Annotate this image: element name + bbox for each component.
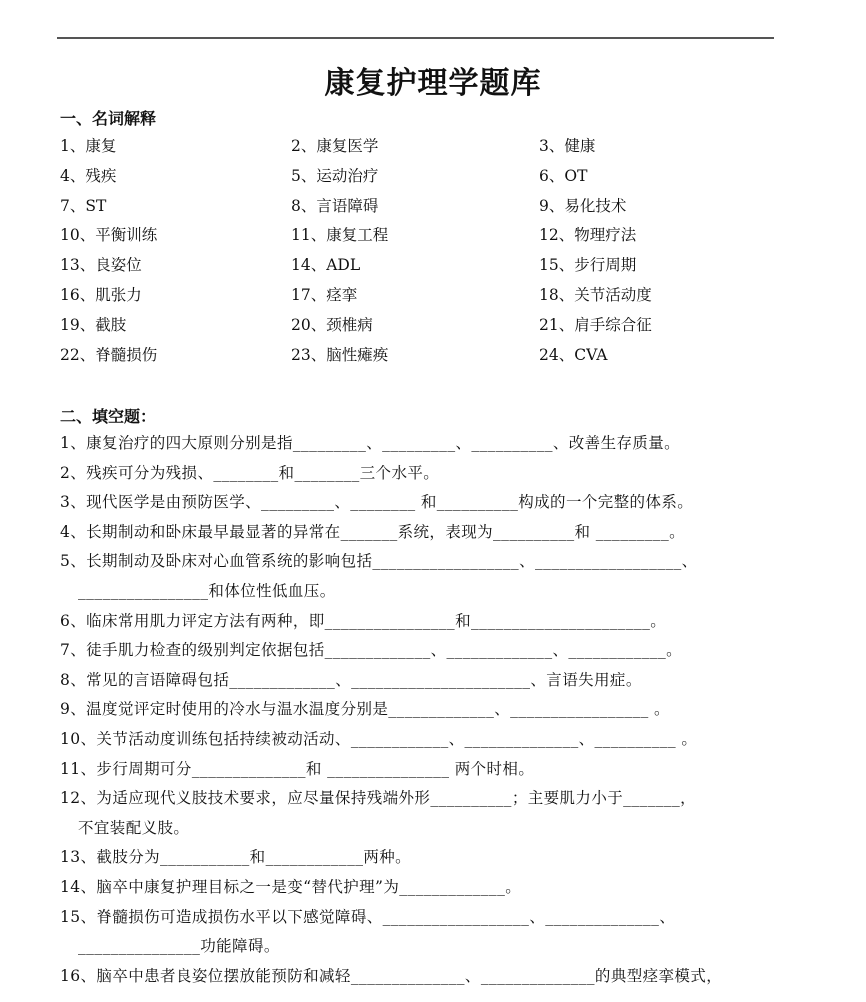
question-line: 11、步行周期可分______________和 _______________ 两个时相。 <box>60 759 535 778</box>
page-title: 康复护理学题库 <box>324 66 542 101</box>
question-line: 10、关节活动度训练包括持续被动活动、____________、______________、__________ 。 <box>60 729 698 748</box>
terms-row <box>60 195 780 225</box>
term-item: 11、康复工程 <box>291 226 389 245</box>
question-line: 7、徒手肌力检查的级别判定依据包括_____________、_____________、____________。 <box>60 641 683 660</box>
term-item: 19、截肢 <box>60 315 127 334</box>
question-line: 13、截肢分为___________和____________两种。 <box>60 848 412 867</box>
question-line: 4、长期制动和卧床最早最显著的异常在_______系统，表现为__________和 _________。 <box>60 522 685 541</box>
term-item: 9、易化技术 <box>539 196 627 215</box>
term-item: 16、肌张力 <box>60 285 142 304</box>
terms-row <box>60 165 780 195</box>
terms-row <box>60 284 780 314</box>
terms-row <box>60 135 780 165</box>
term-item: 10、平衡训练 <box>60 226 158 245</box>
term-item: 21、肩手综合征 <box>539 315 652 334</box>
term-item: 13、良姿位 <box>60 256 142 275</box>
term-item: 7、ST <box>60 196 107 215</box>
term-item: 14、ADL <box>291 256 361 275</box>
terms-row <box>60 224 780 254</box>
terms-grid <box>60 135 780 373</box>
question-line: 2、残疾可分为残损、________和________三个水平。 <box>60 463 440 482</box>
fill-in-questions <box>60 432 790 994</box>
question-line: 16、脑卒中患者良姿位摆放能预防和减轻______________、______________的典型痉挛模式， <box>60 966 723 985</box>
section-heading-fill-in: 二、填空题： <box>60 407 157 426</box>
term-item: 4、残疾 <box>60 166 117 185</box>
term-item: 5、运动治疗 <box>291 166 379 185</box>
question-line: 5、长期制动及卧床对心血管系统的影响包括__________________、__________________、 <box>60 552 698 571</box>
term-item: 20、颈椎病 <box>291 315 373 334</box>
term-item: 12、物理疗法 <box>539 226 637 245</box>
term-item: 24、CVA <box>539 345 608 364</box>
question-line: 15、脊髓损伤可造成损伤水平以下感觉障碍、__________________、______________、 <box>60 907 676 926</box>
term-item: 17、痉挛 <box>291 285 358 304</box>
question-line: 12、为适应现代义肢技术要求，应尽量保持残端外形__________；主要肌力小于_______， <box>60 789 697 808</box>
question-continuation: 不宜装配义肢。 <box>78 818 190 837</box>
term-item: 1、康复 <box>60 137 117 155</box>
terms-row <box>60 344 780 374</box>
term-item: 6、OT <box>539 166 588 185</box>
term-item: 22、脊髓损伤 <box>60 345 158 364</box>
question-line: 1、康复治疗的四大原则分别是指_________、_________、__________、改善生存质量。 <box>60 434 681 452</box>
question-line: 3、现代医学是由预防医学、_________、________ 和__________构成的一个完整的体系。 <box>60 493 694 512</box>
header-rule <box>57 37 774 39</box>
question-continuation: _______________功能障碍。 <box>78 937 280 956</box>
term-item: 2、康复医学 <box>291 137 379 155</box>
question-line: 14、脑卒中康复护理目标之一是变“替代护理”为_____________。 <box>60 877 522 896</box>
term-item: 15、步行周期 <box>539 256 637 275</box>
question-line: 9、温度觉评定时使用的冷水与温水温度分别是_____________、_________________ 。 <box>60 700 670 719</box>
term-item: 18、关节活动度 <box>539 285 652 304</box>
question-continuation: ________________和体位性低血压。 <box>78 581 336 600</box>
term-item: 3、健康 <box>539 137 596 155</box>
section-heading-definitions: 一、名词解释 <box>60 109 157 128</box>
term-item: 23、脑性瘫痪 <box>291 345 389 364</box>
question-line: 6、临床常用肌力评定方法有两种，即________________和______________________。 <box>60 611 667 630</box>
term-item: 8、言语障碍 <box>291 196 379 215</box>
terms-row <box>60 254 780 284</box>
terms-row <box>60 314 780 344</box>
question-line: 8、常见的言语障碍包括_____________、______________________、言语失用症。 <box>60 670 642 689</box>
